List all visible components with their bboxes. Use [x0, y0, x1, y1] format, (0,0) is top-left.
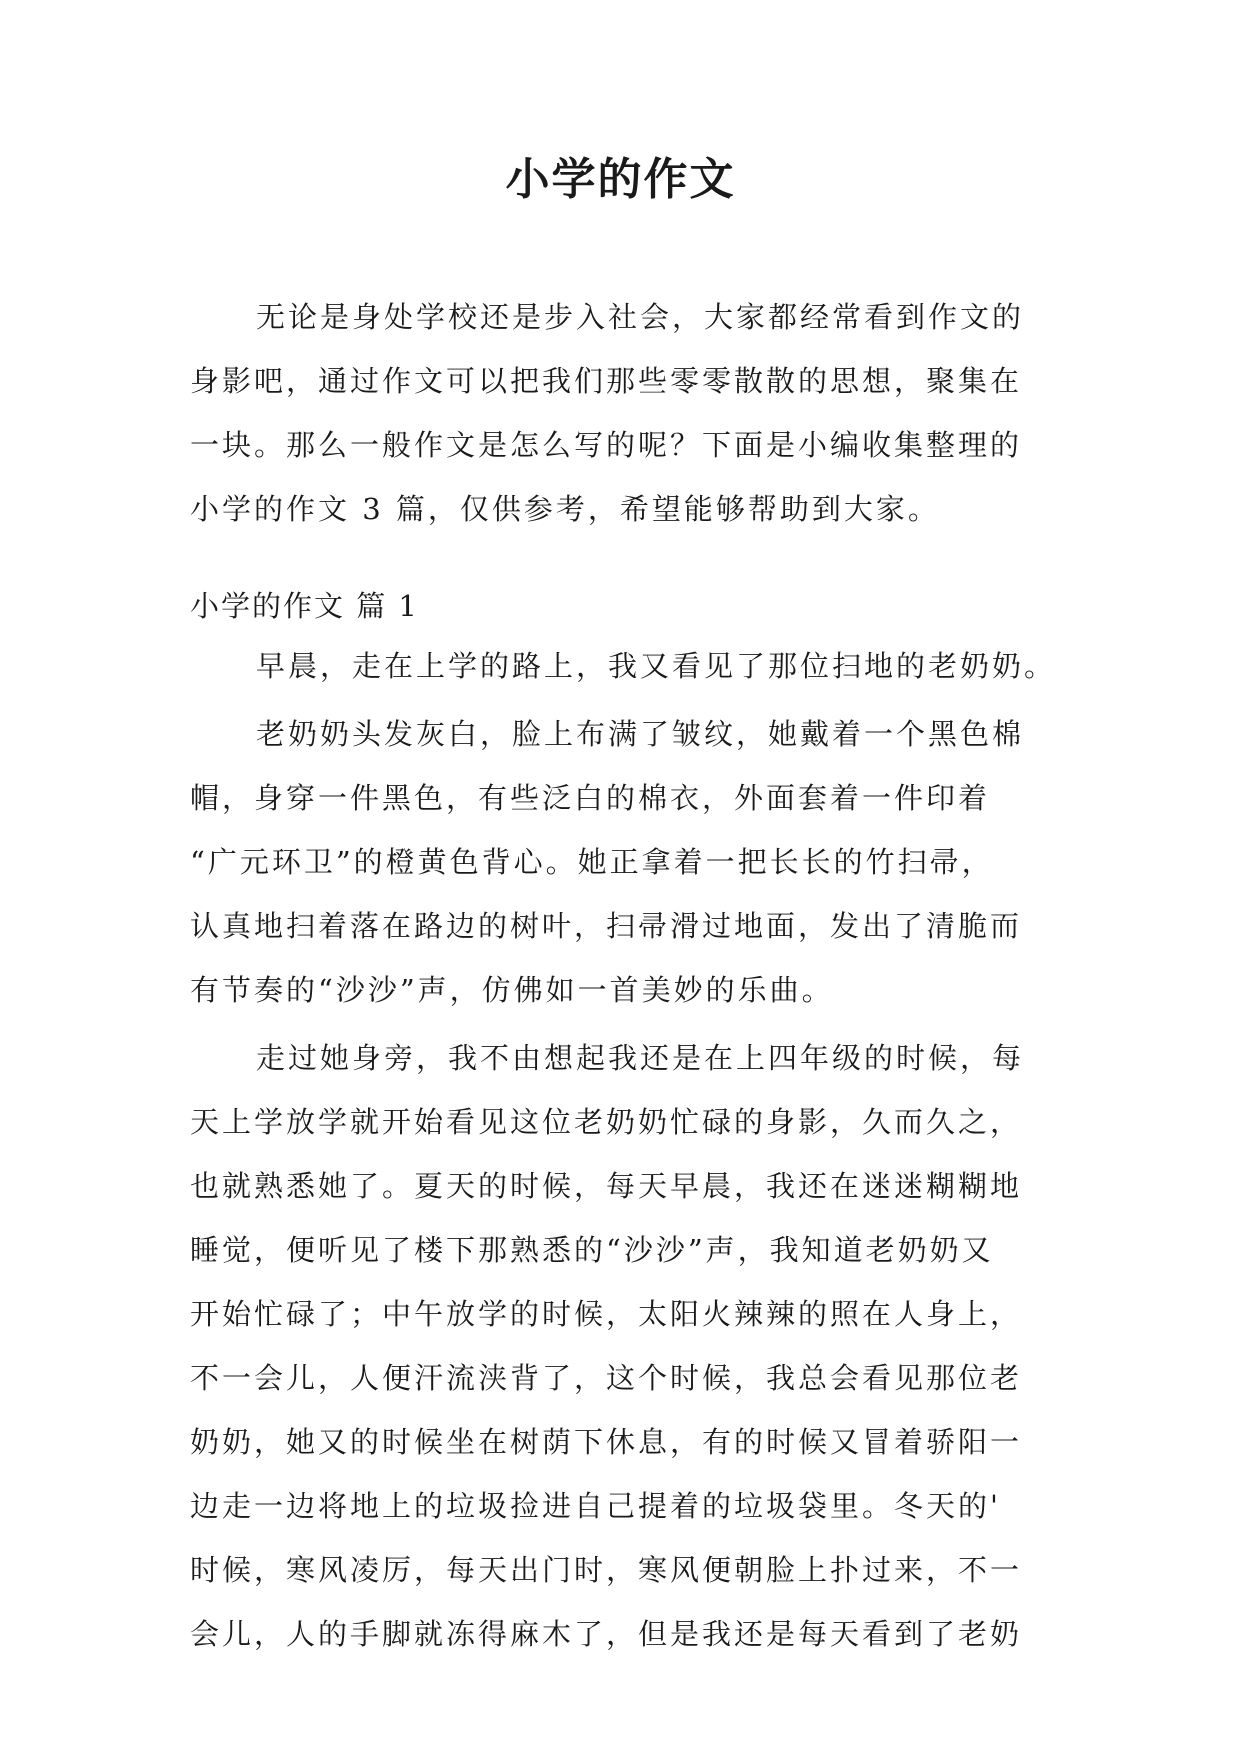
- text-line: 开始忙碌了；中午放学的时候，太阳火辣辣的照在人身上，: [190, 1297, 1023, 1331]
- section-heading: 小学的作文 篇 1: [190, 589, 419, 623]
- text-line: 老奶奶头发灰白，脸上布满了皱纹，她戴着一个黑色棉: [256, 717, 1025, 751]
- text-line: 身影吧，通过作文可以把我们那些零零散散的思想，聚集在: [190, 364, 1023, 398]
- text-line: 认真地扫着落在路边的树叶，扫帚滑过地面，发出了清脆而: [190, 909, 1023, 943]
- essay-body: [190, 634, 1057, 1666]
- text-line: 睡觉，便听见了楼下那熟悉的“沙沙”声，我知道老奶奶又: [190, 1233, 994, 1267]
- text-line: 也就熟悉她了。夏天的时候，每天早晨，我还在迷迷糊糊地: [190, 1169, 1023, 1203]
- text-line: 一块。那么一般作文是怎么写的呢？下面是小编收集整理的: [190, 428, 1023, 462]
- text-line: 边走一边将地上的垃圾捡进自己提着的垃圾袋里。冬天的': [190, 1489, 1001, 1523]
- text-line: 帽，身穿一件黑色，有些泛白的棉衣，外面套着一件印着: [190, 781, 991, 815]
- text-line: 小学的作文 3 篇，仅供参考，希望能够帮助到大家。: [190, 492, 940, 526]
- text-line: 天上学放学就开始看见这位老奶奶忙碌的身影，久而久之，: [190, 1105, 1023, 1139]
- text-line: 早晨，走在上学的路上，我又看见了那位扫地的老奶奶。: [256, 649, 1057, 683]
- essay-paragraph: [190, 702, 1052, 1022]
- text-line: 有节奏的“沙沙”声，仿佛如一首美妙的乐曲。: [190, 973, 834, 1007]
- text-line: 时候，寒风凌厉，每天出门时，寒风便朝脸上扑过来，不一: [190, 1553, 1023, 1587]
- essay-paragraph: [190, 634, 1057, 698]
- text-line: 会儿，人的手脚就冻得麻木了，但是我还是每天看到了老奶: [190, 1617, 1023, 1651]
- text-line: 不一会儿，人便汗流浃背了，这个时候，我总会看见那位老: [190, 1361, 1023, 1395]
- text-line: 走过她身旁，我不由想起我还是在上四年级的时候，每: [256, 1041, 1025, 1075]
- document-title: 小学的作文: [505, 154, 736, 205]
- text-line: “广元环卫”的橙黄色背心。她正拿着一把长长的竹扫帚，: [190, 845, 994, 879]
- text-line: 无论是身处学校还是步入社会，大家都经常看到作文的: [256, 300, 1025, 334]
- essay-paragraph: [190, 1026, 1052, 1666]
- text-line: 奶奶，她又的时候坐在树荫下休息，有的时候又冒着骄阳一: [190, 1425, 1023, 1459]
- intro-paragraph: [190, 285, 1052, 541]
